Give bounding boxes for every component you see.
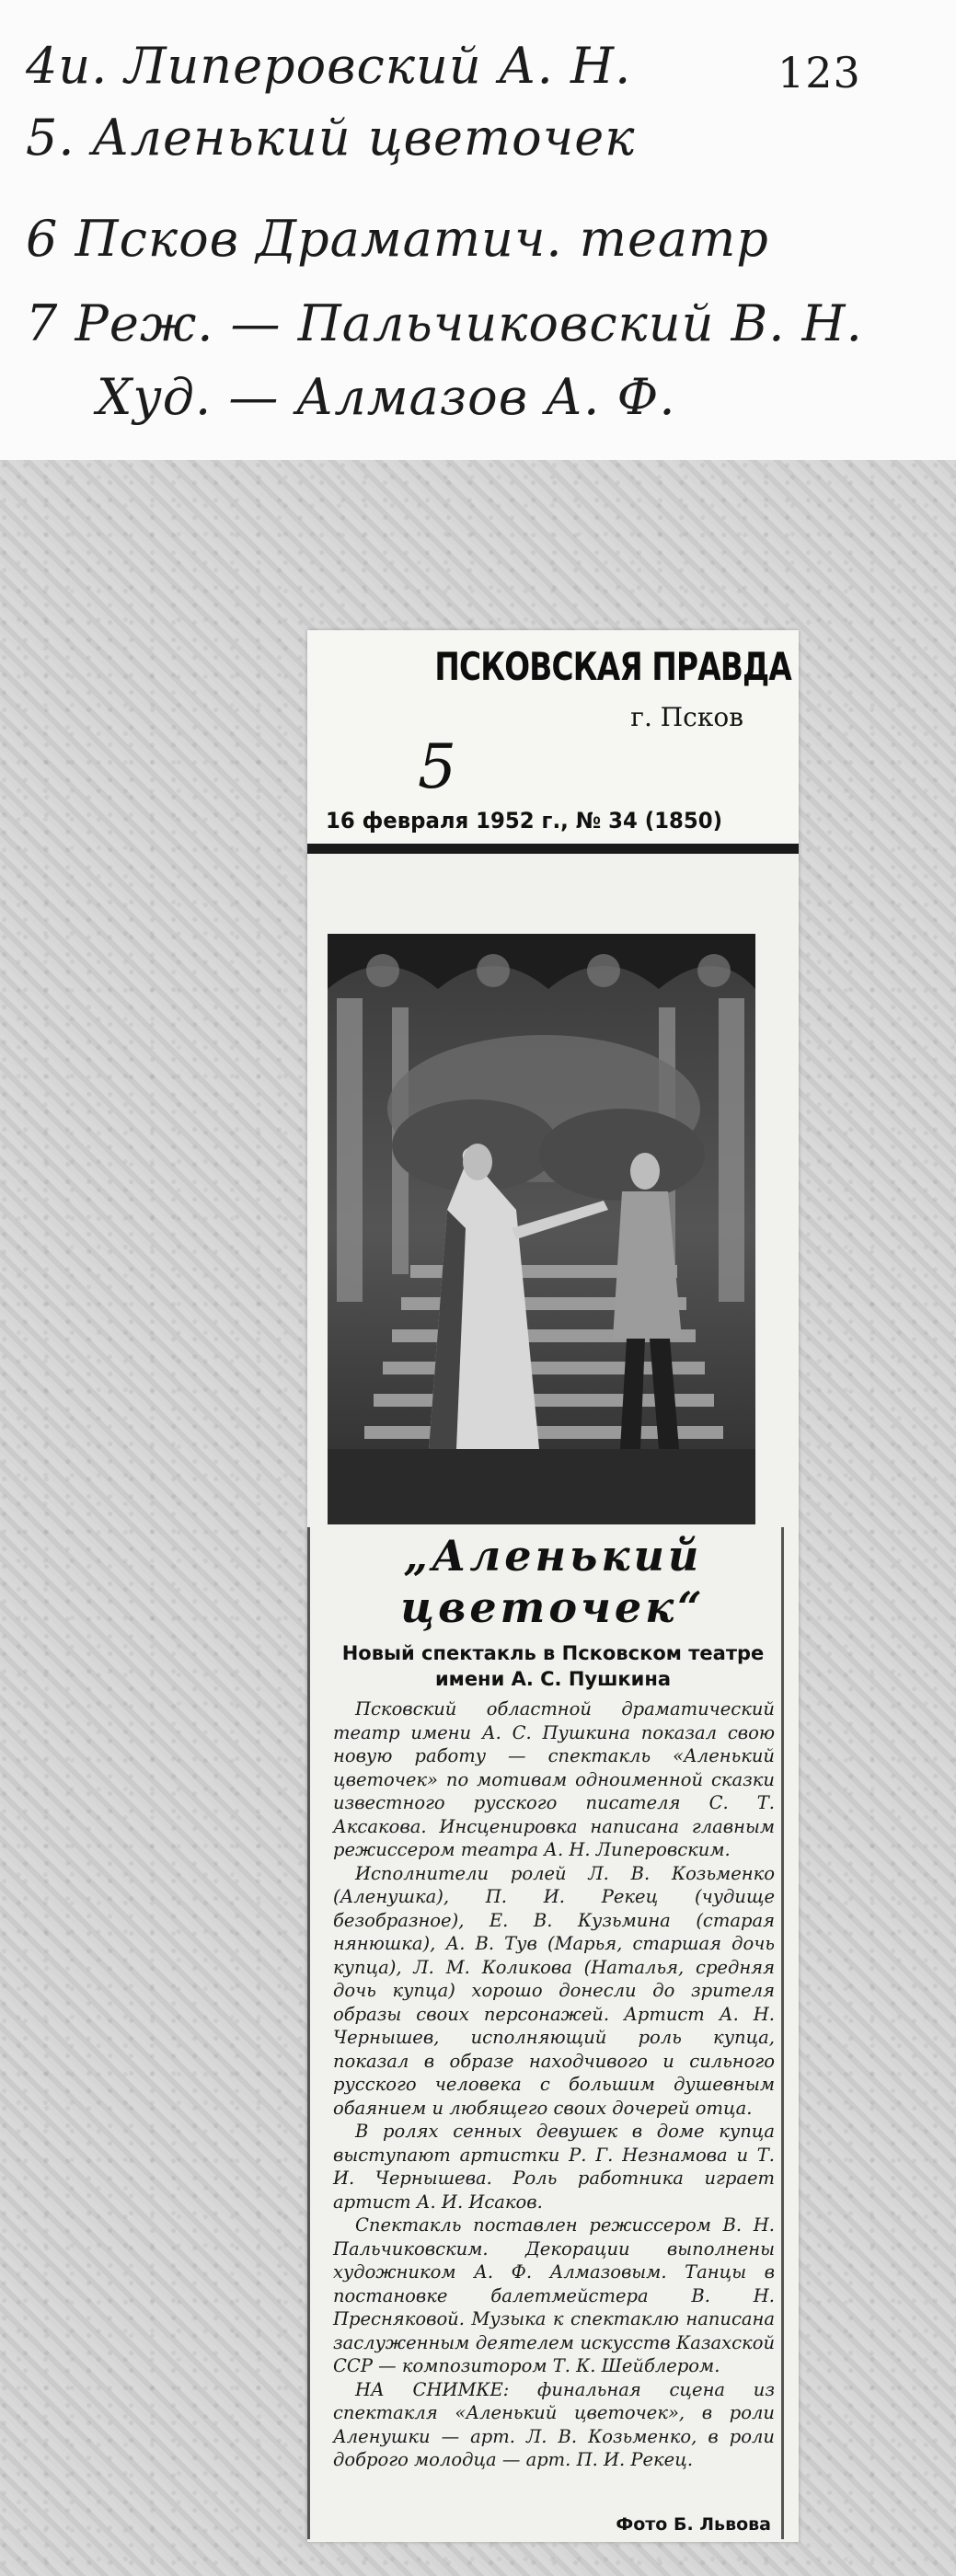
article-body bbox=[333, 1697, 775, 2472]
handwritten-line-4: 7 Реж. — Пальчиковский В. Н. bbox=[26, 294, 863, 352]
subheadline-line-1: Новый спектакль в Псковском театре bbox=[341, 1642, 765, 1664]
article-paragraph: В ролях сенных девушек в доме купца выступают артистки Р. Г. Незнамова и Т. И. Чернышева. Роль работника играет артист А. И. Исаков. bbox=[333, 2121, 775, 2213]
handwritten-index-card bbox=[0, 0, 956, 460]
handwritten-line-5: Худ. — Алмазов А. Ф. bbox=[97, 368, 676, 426]
handwritten-clip-number: 5 bbox=[418, 731, 456, 802]
article-headline bbox=[326, 1530, 780, 1633]
headline-line-2: цветочек“ bbox=[400, 1582, 706, 1632]
masthead-rule bbox=[307, 844, 799, 854]
headline-line-1: „Аленький bbox=[403, 1531, 703, 1581]
column-rule-right bbox=[781, 1527, 784, 2539]
handwritten-line-3: 6 Псков Драматич. театр bbox=[26, 210, 769, 268]
subheadline-line-2: имени А. С. Пушкина bbox=[434, 1668, 672, 1690]
column-rule-left bbox=[307, 1527, 310, 2539]
newspaper-city: г. Псков bbox=[630, 702, 743, 732]
handwritten-line-1: 4и. Липеровский А. Н. bbox=[26, 37, 632, 95]
photo-credit: Фото Б. Львова bbox=[616, 2514, 771, 2535]
newspaper-clipping bbox=[307, 630, 799, 2542]
stage-photo bbox=[328, 934, 755, 1524]
article-subheadline bbox=[326, 1640, 780, 1692]
article-paragraph: Исполнители ролей Л. В. Козьменко (Аленушка), П. И. Рекец (чудище безобразное), Е. В. Кузьмина (старая нянюшка), А. В. Тув (Марья, старшая дочь купца), Л. М. Коликова (Наталья, средняя дочь купца) хорошо донесли до зрителя образы своих персонажей. Артист А. Н. Чернышев, исполняющий роль купца, показал в образе находчивого и сильного русского человека с большим душевным обаянием и любящего своих дочерей отца. bbox=[333, 1862, 775, 2119]
photo-caption: НА СНИМКЕ: финальная сцена из спектакля «Аленький цветочек», в роли Аленушки — арт. Л. В. Козьменко, в роли доброго молодца — арт. П. И. Рекец. bbox=[333, 2378, 775, 2470]
article-paragraph: Спектакль поставлен режиссером В. Н. Пальчиковским. Декорации выполнены художником А. Ф. Алмазовым. Танцы в постановке балетмейстера В. Н. Пресняковой. Музыка к спектаклю написана заслуженным деятелем искусств Казахской ССР — композитором Т. К. Шейблером. bbox=[333, 2214, 775, 2376]
article-paragraph: Псковский областной драматический театр имени А. С. Пушкина показал свою новую работу — спектакль «Аленький цветочек» по мотивам одноименной сказки известного русского писателя С. Т. Аксакова. Инсценировка написана главным режиссером театра А. Н. Липеровским. bbox=[333, 1698, 775, 1860]
masthead bbox=[307, 630, 799, 851]
handwritten-line-2: 5. Аленький цветочек bbox=[26, 109, 636, 167]
handwritten-page-number: 123 bbox=[777, 48, 861, 98]
newspaper-title: ПСКОВСКАЯ ПРАВДА bbox=[434, 644, 791, 689]
issue-date: 16 февраля 1952 г., № 34 (1850) bbox=[326, 808, 723, 834]
